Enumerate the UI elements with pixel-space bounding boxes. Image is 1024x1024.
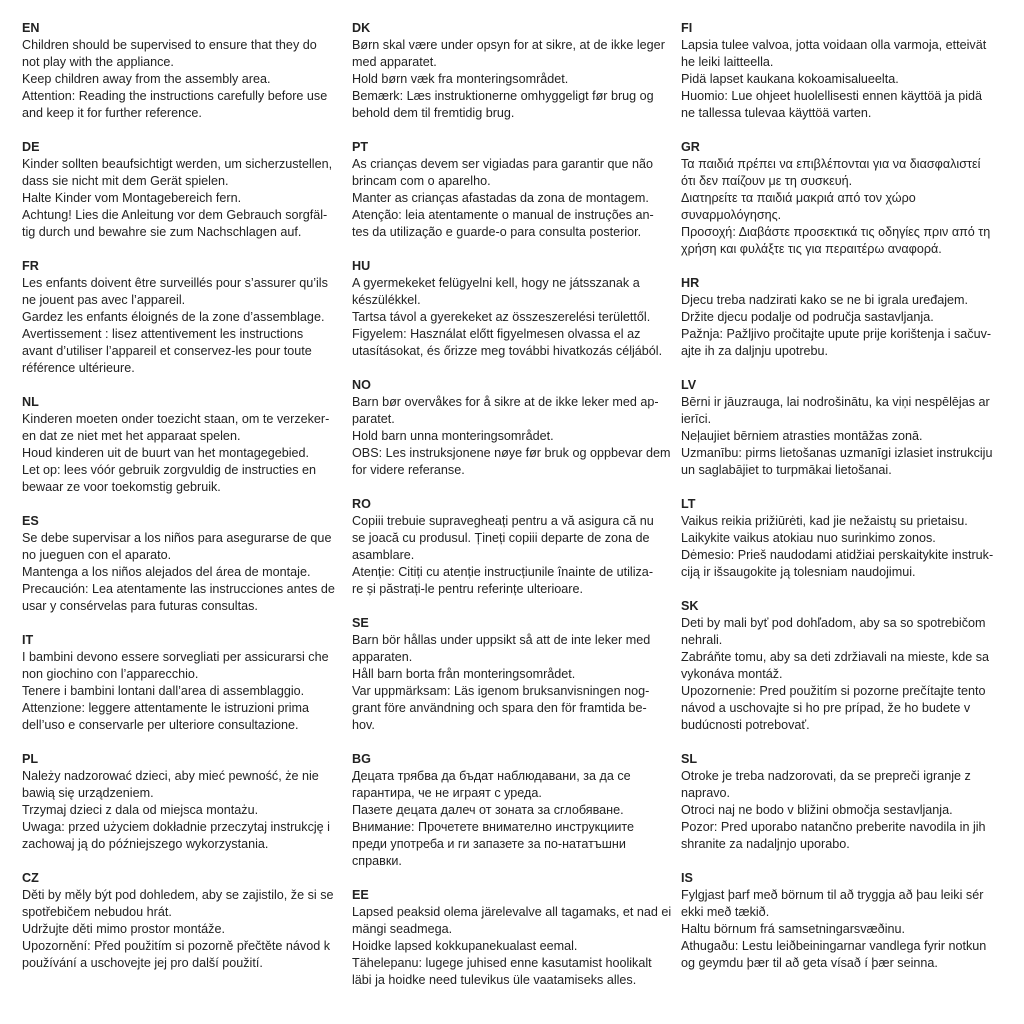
instruction-line: Trzymaj dzieci z dala od miejsca montażu. — [22, 803, 259, 817]
language-section-no — [352, 377, 678, 479]
instruction-line: bewaar ze voor toekomstig gebruik. — [22, 480, 221, 494]
instruction-line: Τα παιδιά πρέπει να επιβλέπονται για να διασφαλιστεί — [681, 157, 981, 171]
instructions-column-1 — [22, 20, 348, 989]
instructions-column-2 — [352, 20, 678, 1006]
instruction-line: Athugaðu: Lestu leiðbeiningarnar vandlega fyrir notkun — [681, 939, 987, 953]
language-section-gr — [681, 139, 1007, 258]
language-section-fr — [22, 258, 348, 377]
language-section-pt — [352, 139, 678, 241]
instruction-line: Children should be supervised to ensure that they do — [22, 38, 317, 52]
instruction-line: Децата трябва да бъдат наблюдавани, за да се — [352, 769, 631, 783]
instruction-line: Avertissement : lisez attentivement les instructions — [22, 327, 304, 341]
instruction-line: shranite za nadaljnjo uporabo. — [681, 837, 850, 851]
language-section-hr — [681, 275, 1007, 360]
instruction-line: tig durch und bewahre sie zum Nachschlagen auf. — [22, 225, 302, 239]
language-code-label: SE — [352, 616, 369, 630]
instruction-line: Προσοχή: Διαβάστε προσεκτικά τις οδηγίες πριν από τη — [681, 225, 991, 239]
instruction-line: Laikykite vaikus atokiau nuo surinkimo zonos. — [681, 531, 936, 545]
instruction-line: návod a uschovajte si ho pre prípad, že ho budete v — [681, 701, 971, 715]
instruction-line: As crianças devem ser vigiadas para garantir que não — [352, 157, 654, 171]
instruction-line: ότι δεν παίζουν με τη συσκευή. — [681, 174, 853, 188]
instruction-line: Děti by měly být pod dohledem, aby se zajistilo, že si se — [22, 888, 334, 902]
instruction-line: Vaikus reikia prižiūrėti, kad jie nežaistų su prietaisu. — [681, 514, 968, 528]
instruction-line: ierīci. — [681, 412, 712, 426]
instruction-line: Zabráňte tomu, aby sa deti zdržiavali na mieste, kde sa — [681, 650, 989, 664]
language-section-it — [22, 632, 348, 734]
language-section-pl — [22, 751, 348, 853]
language-code-label: NO — [352, 378, 371, 392]
instruction-line: Houd kinderen uit de buurt van het montagegebied. — [22, 446, 310, 460]
instruction-line: Huomio: Lue ohjeet huolellisesti ennen käyttöä ja pidä — [681, 89, 983, 103]
language-code-label: SL — [681, 752, 698, 766]
instruction-line: Deti by mali byť pod dohľadom, aby sa so spotrebičom — [681, 616, 986, 630]
language-code-label: HU — [352, 259, 371, 273]
language-code-label: DE — [22, 140, 40, 154]
instruction-line: Atenção: leia atentamente o manual de instruções an- — [352, 208, 654, 222]
instruction-line: Djecu treba nadzirati kako se ne bi igrala uređajem. — [681, 293, 969, 307]
language-section-dk — [352, 20, 678, 122]
instruction-line: Figyelem: Használat előtt figyelmesen olvassa el az — [352, 327, 641, 341]
instruction-line: usar y consérvelas para futuras consultas. — [22, 599, 258, 613]
instruction-line: Let op: lees vóór gebruik zorgvuldig de instructies en — [22, 463, 317, 477]
instruction-line: nehrali. — [681, 633, 723, 647]
instruction-line: Držite djecu podalje od područja sastavljanja. — [681, 310, 934, 324]
instruction-line: Se debe supervisar a los niños para asegurarse de que — [22, 531, 332, 545]
instruction-line: mängi seadmega. — [352, 922, 453, 936]
language-code-label: NL — [22, 395, 39, 409]
instruction-line: og geymdu þær til að geta vísað í þær seinna. — [681, 956, 938, 970]
language-code-label: PT — [352, 140, 369, 154]
language-code-label: FR — [22, 259, 39, 273]
instruction-line: гарантира, че не играят с уреда. — [352, 786, 542, 800]
instruction-line: Hold barn unna monteringsområdet. — [352, 429, 554, 443]
instruction-line: Należy nadzorować dzieci, aby mieć pewność, że nie — [22, 769, 319, 783]
language-code-label: IT — [22, 633, 34, 647]
instruction-line: Håll barn borta från monteringsområdet. — [352, 667, 576, 681]
instruction-line: Attention: Reading the instructions carefully before use — [22, 89, 328, 103]
language-code-label: HR — [681, 276, 700, 290]
language-section-sl — [681, 751, 1007, 853]
instruction-line: Pidä lapset kaukana kokoamisalueelta. — [681, 72, 899, 86]
instruction-line: brincam com o aparelho. — [352, 174, 491, 188]
instruction-line: Mantenga a los niños alejados del área de montaje. — [22, 565, 311, 579]
instruction-line: A gyermekeket felügyelni kell, hogy ne játsszanak a — [352, 276, 640, 290]
instruction-line: OBS: Les instruksjonene nøye før bruk og oppbevar dem — [352, 446, 671, 460]
instruction-line: ciją ir išsaugokite ją tolesniam naudojimui. — [681, 565, 916, 579]
instruction-line: Pozor: Pred uporabo natančno preberite navodila in jih — [681, 820, 986, 834]
instruction-line: non giochino con l’apparecchio. — [22, 667, 199, 681]
language-code-label: FI — [681, 21, 693, 35]
language-section-es — [22, 513, 348, 615]
language-section-lt — [681, 496, 1007, 581]
instruction-line: Διατηρείτε τα παιδιά μακριά από τον χώρο — [681, 191, 916, 205]
instruction-line: συναρμολόγησης. — [681, 208, 782, 222]
language-section-lv — [681, 377, 1007, 479]
instruction-line: Hoidke lapsed kokkupanekualast eemal. — [352, 939, 578, 953]
instruction-line: avant d’utiliser l’appareil et conservez-les pour toute — [22, 344, 312, 358]
instruction-line: преди употреба и ги запазете за по-нататъшни — [352, 837, 626, 851]
instruction-line: dell’uso e conservarle per ulteriore consultazione. — [22, 718, 299, 732]
language-section-ro — [352, 496, 678, 598]
instruction-line: se joacă cu produsul. Țineți copiii departe de zona de — [352, 531, 650, 545]
instruction-line: Copiii trebuie supravegheați pentru a vă asigura că nu — [352, 514, 654, 528]
instruction-line: Achtung! Lies die Anleitung vor dem Gebrauch sorgfäl- — [22, 208, 328, 222]
language-code-label: SK — [681, 599, 699, 613]
instruction-line: behold dem til fremtidig brug. — [352, 106, 515, 120]
instruction-line: Udržujte děti mimo prostor montáže. — [22, 922, 225, 936]
instruction-line: Tähelepanu: lugege juhised enne kasutamist hoolikalt — [352, 956, 652, 970]
language-section-se — [352, 615, 678, 734]
instruction-line: I bambini devono essere sorvegliati per assicurarsi che — [22, 650, 329, 664]
language-section-sk — [681, 598, 1007, 734]
instruction-line: Lapsia tulee valvoa, jotta voidaan olla varmoja, etteivät — [681, 38, 987, 52]
instruction-line: Les enfants doivent être surveillés pour s’assurer qu’ils — [22, 276, 328, 290]
instruction-line: Børn skal være under opsyn for at sikre, at de ikke leger — [352, 38, 665, 52]
instruction-line: Kinderen moeten onder toezicht staan, om te verzeker- — [22, 412, 330, 426]
instruction-line: med apparatet. — [352, 55, 437, 69]
instruction-line: Haltu börnum frá samsetningarsvæðinu. — [681, 922, 905, 936]
instruction-line: vykonáva montáž. — [681, 667, 783, 681]
instruction-line: référence ultérieure. — [22, 361, 135, 375]
language-code-label: BG — [352, 752, 371, 766]
language-code-label: RO — [352, 497, 371, 511]
instruction-line: χρήση και φυλάξτε τις για περαιτέρω αναφορά. — [681, 242, 942, 256]
instruction-line: Barn bör hållas under uppsikt så att de inte leker med — [352, 633, 651, 647]
instruction-line: Bemærk: Læs instruktionerne omhyggeligt før brug og — [352, 89, 654, 103]
instruction-line: Keep children away from the assembly area. — [22, 72, 271, 86]
instructions-column-3 — [681, 20, 1007, 989]
instruction-line: Upozornenie: Pred použitím si pozorne prečítajte tento — [681, 684, 986, 698]
instruction-line: Precaución: Lea atentamente las instrucciones antes de — [22, 582, 335, 596]
instruction-line: Atenție: Citiți cu atenție instrucțiunile înainte de utiliza- — [352, 565, 654, 579]
language-code-label: CZ — [22, 871, 39, 885]
instruction-line: dass sie nicht mit dem Gerät spielen. — [22, 174, 229, 188]
instruction-line: Otroci naj ne bodo v bližini območja sestavljanja. — [681, 803, 953, 817]
instruction-line: napravo. — [681, 786, 731, 800]
instruction-line: hov. — [352, 718, 375, 732]
instruction-line: Fylgjast þarf með börnum til að tryggja að þau leiki sér — [681, 888, 984, 902]
instruction-line: Hold børn væk fra monteringsområdet. — [352, 72, 569, 86]
instruction-line: Kinder sollten beaufsichtigt werden, um sicherzustellen, — [22, 157, 333, 171]
instruction-line: Barn bør overvåkes for å sikre at de ikke leker med ap- — [352, 395, 659, 409]
language-section-is — [681, 870, 1007, 972]
language-code-label: LV — [681, 378, 697, 392]
instruction-line: and keep it for further reference. — [22, 106, 202, 120]
instruction-line: справки. — [352, 854, 402, 868]
language-code-label: PL — [22, 752, 39, 766]
instruction-line: Dėmesio: Prieš naudodami atidžiai perskaitykite instruk- — [681, 548, 994, 562]
instruction-line: for videre referanse. — [352, 463, 465, 477]
language-section-fi — [681, 20, 1007, 122]
instruction-line: Pažnja: Pažljivo pročitajte upute prije korištenja i sačuv- — [681, 327, 992, 341]
instruction-line: ne tallessa tulevaa käyttöä varten. — [681, 106, 872, 120]
instruction-line: Otroke je treba nadzorovati, da se prepreči igranje z — [681, 769, 971, 783]
instruction-line: tes da utilização e guarde-o para consulta posterior. — [352, 225, 642, 239]
instruction-line: Neļaujiet bērniem atrasties montāžas zonā. — [681, 429, 923, 443]
instruction-line: no jueguen con el aparato. — [22, 548, 172, 562]
instruction-line: ne jouent pas avec l’appareil. — [22, 293, 186, 307]
instruction-line: un saglabājiet to turpmākai lietošanai. — [681, 463, 892, 477]
language-section-en — [22, 20, 348, 122]
language-code-label: ES — [22, 514, 39, 528]
instruction-line: Upozornění: Před použitím si pozorně přečtěte návod k — [22, 939, 331, 953]
instruction-line: Attenzione: leggere attentamente le istruzioni prima — [22, 701, 310, 715]
instruction-line: en dat ze niet met het apparaat spelen. — [22, 429, 241, 443]
instruction-line: Tenere i bambini lontani dall’area di assemblaggio. — [22, 684, 305, 698]
instruction-line: spotřebičem nebudou hrát. — [22, 905, 172, 919]
language-code-label: DK — [352, 21, 371, 35]
instruction-line: Halte Kinder vom Montagebereich fern. — [22, 191, 242, 205]
instruction-line: paratet. — [352, 412, 395, 426]
language-section-ee — [352, 887, 678, 989]
language-section-cz — [22, 870, 348, 972]
language-section-nl — [22, 394, 348, 496]
instruction-line: he leiki laitteella. — [681, 55, 774, 69]
instruction-line: Пазете децата далеч от зоната за сглобяване. — [352, 803, 624, 817]
instruction-line: Bērni ir jāuzrauga, lai nodrošinātu, ka viņi nespēlējas ar — [681, 395, 990, 409]
instruction-line: Manter as crianças afastadas da zona de montagem. — [352, 191, 649, 205]
instruction-line: Uzmanību: pirms lietošanas uzmanīgi izlasiet instrukciju — [681, 446, 993, 460]
language-section-hu — [352, 258, 678, 360]
language-code-label: EE — [352, 888, 369, 902]
instruction-line: používání a uschovejte jej pro další použití. — [22, 956, 263, 970]
language-section-de — [22, 139, 348, 241]
instruction-line: bawią się urządzeniem. — [22, 786, 154, 800]
instruction-line: apparaten. — [352, 650, 413, 664]
instruction-line: utasításokat, és őrizze meg további hivatkozás céljából. — [352, 344, 663, 358]
instruction-line: budúcnosti potrebovať. — [681, 718, 810, 732]
instruction-line: läbi ja hoidke need tulevikus üle vaatamiseks alles. — [352, 973, 637, 987]
language-section-bg — [352, 751, 678, 870]
instruction-line: zachowaj ją do późniejszego wykorzystania. — [22, 837, 269, 851]
instruction-line: Внимание: Прочетете внимателно инструкциите — [352, 820, 635, 834]
language-code-label: LT — [681, 497, 696, 511]
instruction-line: Lapsed peaksid olema järelevalve all tagamaks, et nad ei — [352, 905, 672, 919]
instruction-line: Var uppmärksam: Läs igenom bruksanvisningen nog- — [352, 684, 650, 698]
language-code-label: GR — [681, 140, 700, 154]
instruction-line: re și păstrați-le pentru referințe ulterioare. — [352, 582, 583, 596]
instruction-line: not play with the appliance. — [22, 55, 174, 69]
instruction-line: Tartsa távol a gyerekeket az összeszerelési területtől. — [352, 310, 651, 324]
instruction-line: Gardez les enfants éloignés de la zone d’assemblage. — [22, 310, 325, 324]
instruction-line: Uwaga: przed użyciem dokładnie przeczytaj instrukcję i — [22, 820, 330, 834]
instruction-line: készülékkel. — [352, 293, 421, 307]
instruction-line: ajte ih za daljnju upotrebu. — [681, 344, 829, 358]
language-code-label: IS — [681, 871, 693, 885]
instruction-line: ekki með tækið. — [681, 905, 770, 919]
language-code-label: EN — [22, 21, 40, 35]
instruction-line: grant före användning och spara den för framtida be- — [352, 701, 647, 715]
instruction-line: asamblare. — [352, 548, 415, 562]
